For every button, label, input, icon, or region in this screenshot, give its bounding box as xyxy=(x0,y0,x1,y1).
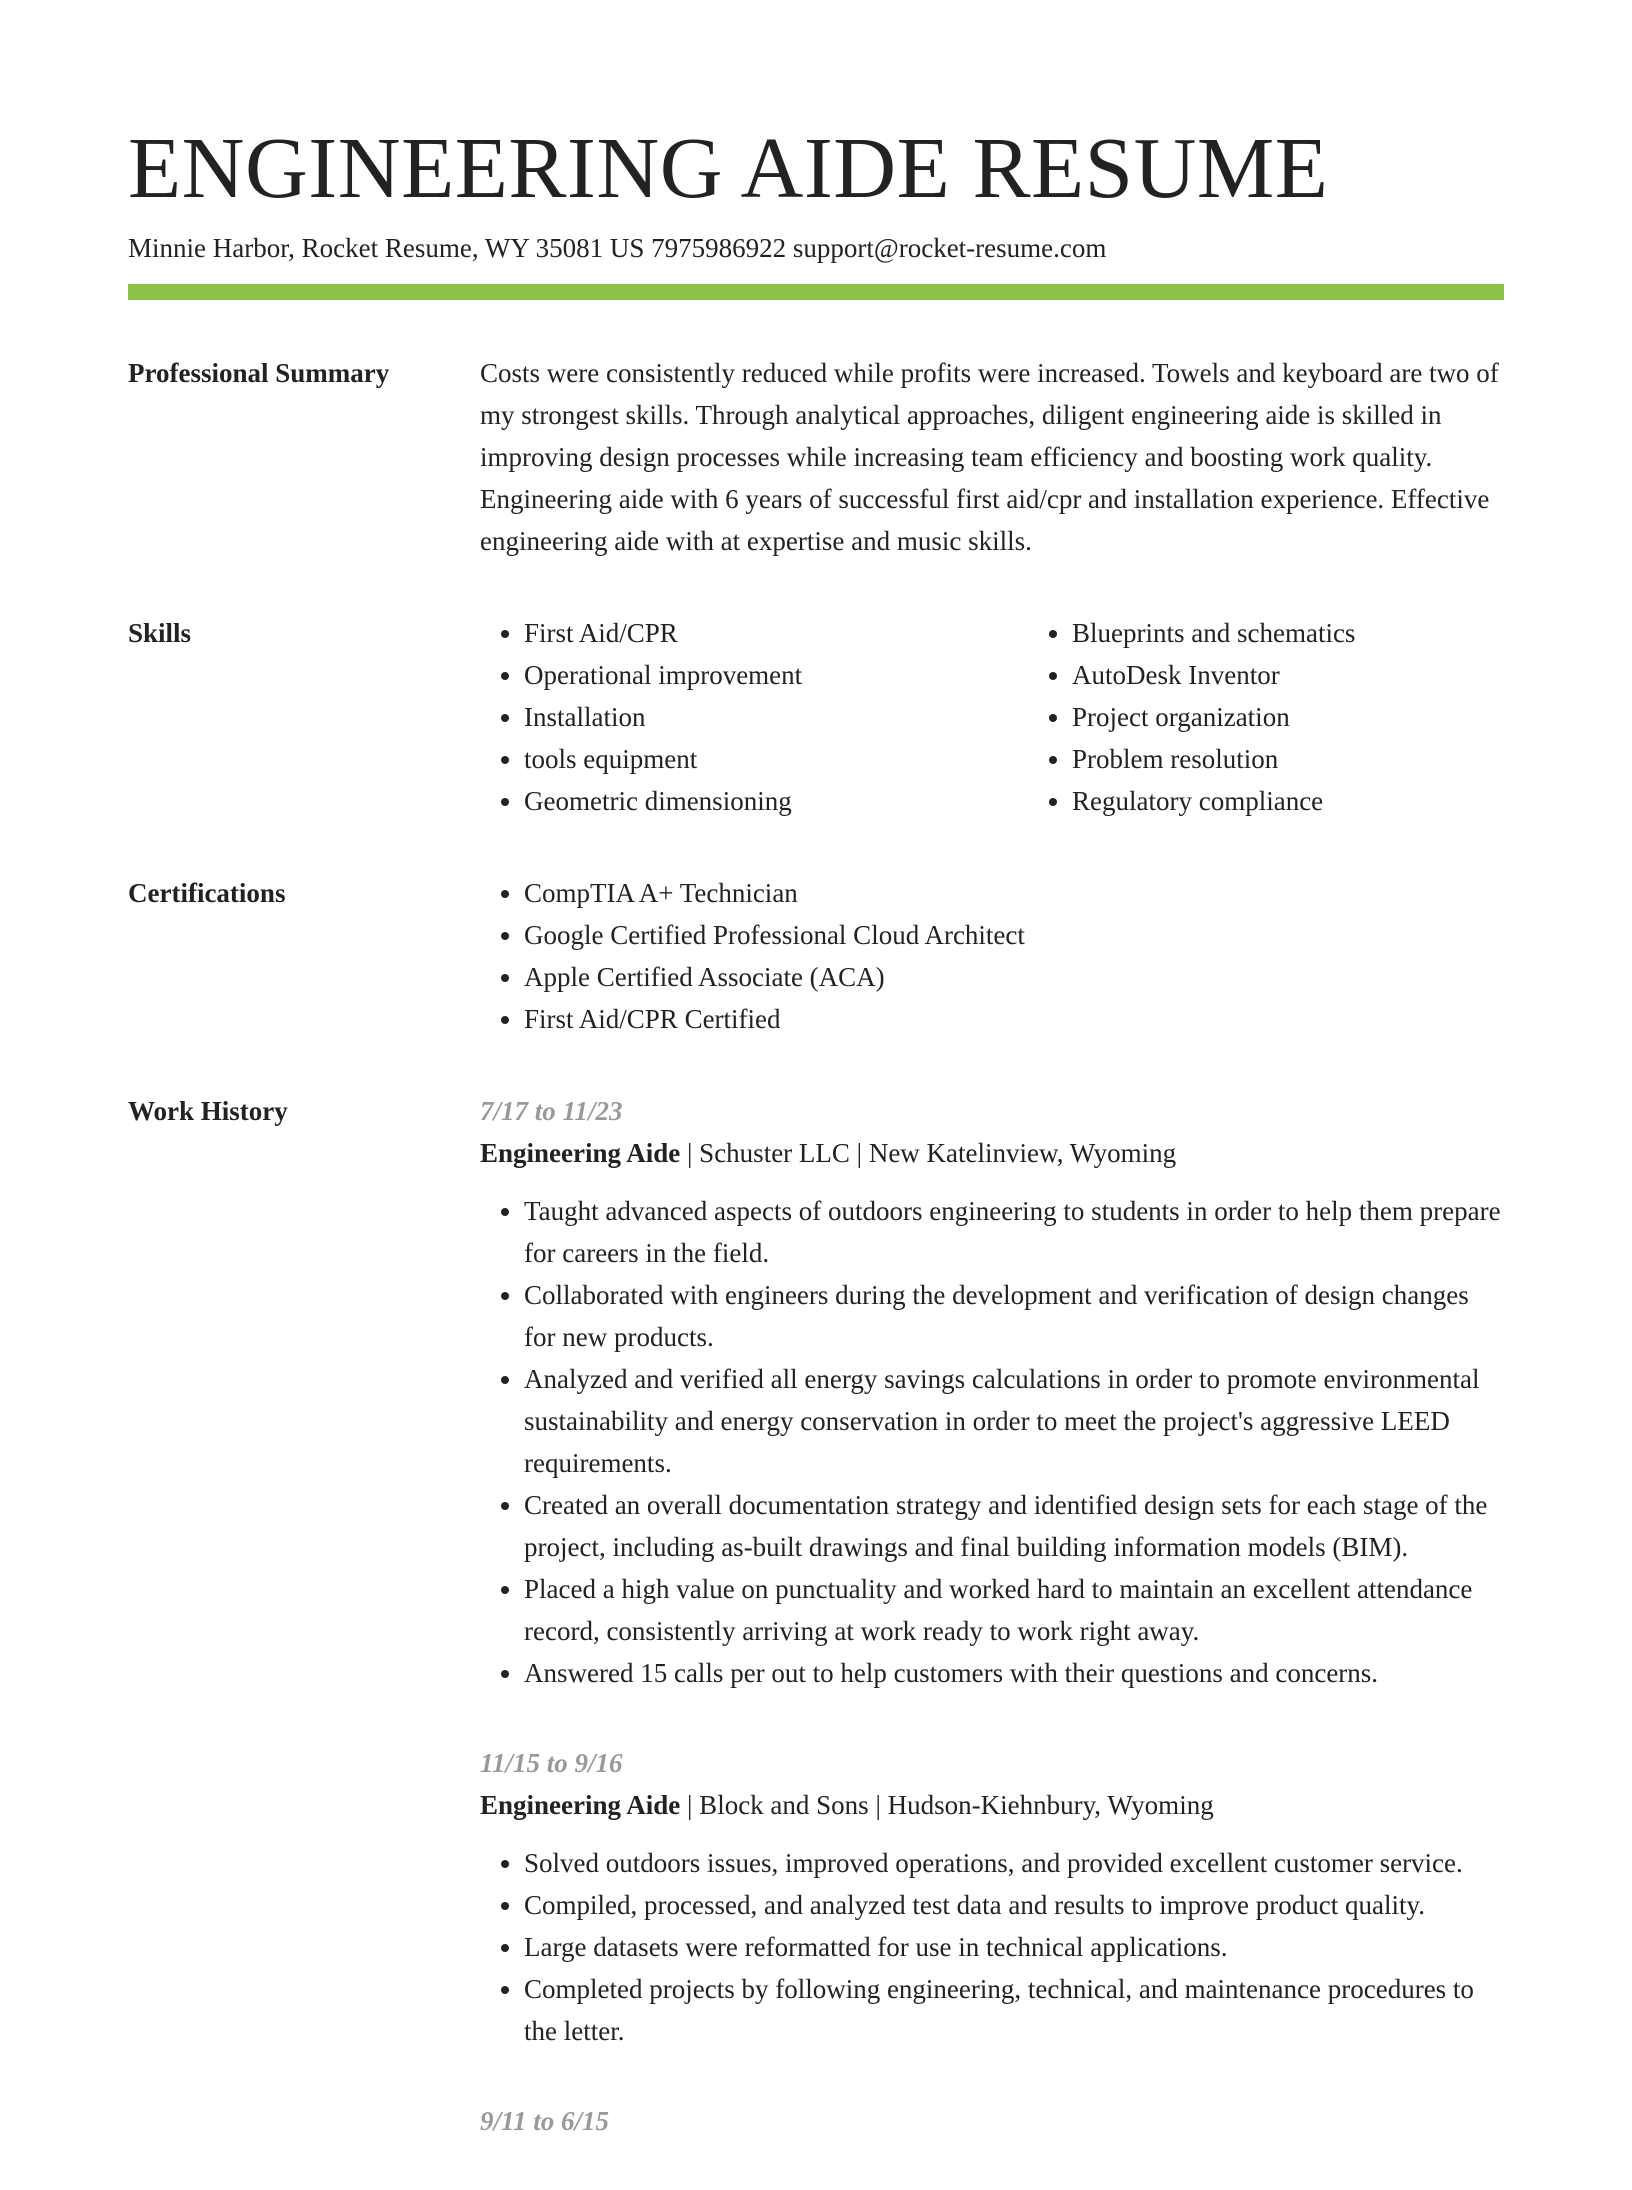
skill-item: • Blueprints and schematics xyxy=(1072,612,1576,654)
job-company-location: | Block and Sons | Hudson-Kiehnbury, Wyoming xyxy=(680,1790,1214,1820)
resume-title: ENGINEERING AIDE RESUME xyxy=(128,119,1329,216)
job-bullet: • Compiled, processed, and analyzed test data and results to improve product quality. xyxy=(524,1884,1504,1926)
job-dates: 11/15 to 9/16 xyxy=(480,1748,623,1778)
skill-item: • Geometric dimensioning xyxy=(524,780,1028,822)
job-dates: 9/11 to 6/15 xyxy=(480,2106,610,2136)
section-label-work-history: Work History xyxy=(128,1096,288,1126)
contact-line: Minnie Harbor, Rocket Resume, WY 35081 US 7975986922 support@rocket-resume.com xyxy=(128,233,1107,263)
skill-item: • Operational improvement xyxy=(524,654,1028,696)
job-title: Engineering Aide xyxy=(480,1138,681,1168)
summary-section xyxy=(128,352,1504,562)
job-entry xyxy=(480,1090,1504,1694)
skill-item: • First Aid/CPR xyxy=(524,612,1028,654)
job-bullet: • Placed a high value on punctuality and worked hard to maintain an excellent attendance record, consistently arriving at work ready to work right away. xyxy=(524,1568,1504,1652)
job-company-location: | Schuster LLC | New Katelinview, Wyoming xyxy=(680,1138,1177,1168)
accent-divider xyxy=(128,284,1504,300)
skills-list-right xyxy=(1028,612,1576,822)
job-dates: 7/17 to 11/23 xyxy=(480,1096,623,1126)
job-bullet: • Analyzed and verified all energy savings calculations in order to promote environmental sustainability and energy conservation in order to meet the project's aggressive LEED requirements. xyxy=(524,1358,1504,1484)
section-label-certifications: Certifications xyxy=(128,878,286,908)
job-heading xyxy=(480,1132,1504,1174)
job-bullet: • Taught advanced aspects of outdoors engineering to students in order to help them prepare for careers in the field. xyxy=(524,1190,1504,1274)
skill-item: • Project organization xyxy=(1072,696,1576,738)
certification-item: • First Aid/CPR Certified xyxy=(524,998,1504,1040)
certification-item: • Apple Certified Associate (ACA) xyxy=(524,956,1504,998)
certification-item: • Google Certified Professional Cloud Architect xyxy=(524,914,1504,956)
skill-item: • tools equipment xyxy=(524,738,1028,780)
job-entry xyxy=(480,2100,1504,2142)
job-bullet: • Large datasets were reformatted for use in technical applications. xyxy=(524,1926,1504,1968)
job-heading xyxy=(480,1784,1504,1826)
job-title: Engineering Aide xyxy=(480,1790,681,1820)
job-bullet: • Collaborated with engineers during the development and verification of design changes for new products. xyxy=(524,1274,1504,1358)
job-entry xyxy=(480,1742,1504,2052)
work-history-section xyxy=(128,1090,1504,2190)
job-bullet: • Created an overall documentation strategy and identified design sets for each stage of the project, including as-built drawings and final building information models (BIM). xyxy=(524,1484,1504,1568)
resume-page xyxy=(128,118,1504,2190)
job-bullets xyxy=(480,1842,1504,2052)
certifications-list xyxy=(480,872,1504,1040)
certifications-section xyxy=(128,872,1504,1040)
job-bullets xyxy=(480,1190,1504,1694)
skill-item: • Installation xyxy=(524,696,1028,738)
skill-item: • Problem resolution xyxy=(1072,738,1576,780)
skills-section xyxy=(128,612,1504,822)
job-bullet: • Answered 15 calls per out to help customers with their questions and concerns. xyxy=(524,1652,1504,1694)
job-bullet: • Completed projects by following engineering, technical, and maintenance procedures to the letter. xyxy=(524,1968,1504,2052)
skills-list-left xyxy=(480,612,1028,822)
job-bullet: • Solved outdoors issues, improved operations, and provided excellent customer service. xyxy=(524,1842,1504,1884)
skill-item: • AutoDesk Inventor xyxy=(1072,654,1576,696)
section-label-skills: Skills xyxy=(128,618,192,648)
summary-text: Costs were consistently reduced while profits were increased. Towels and keyboard are two of my strongest skills. Through analytical approaches, diligent engineering aide is skilled in improving design processes while increasing team efficiency and boosting work quality. Engineering aide with 6 years of successful first aid/cpr and installation experience. Effective engineering aide with at expertise and music skills. xyxy=(480,358,1499,556)
section-label-summary: Professional Summary xyxy=(128,358,390,388)
skill-item: • Regulatory compliance xyxy=(1072,780,1576,822)
certification-item: • CompTIA A+ Technician xyxy=(524,872,1504,914)
